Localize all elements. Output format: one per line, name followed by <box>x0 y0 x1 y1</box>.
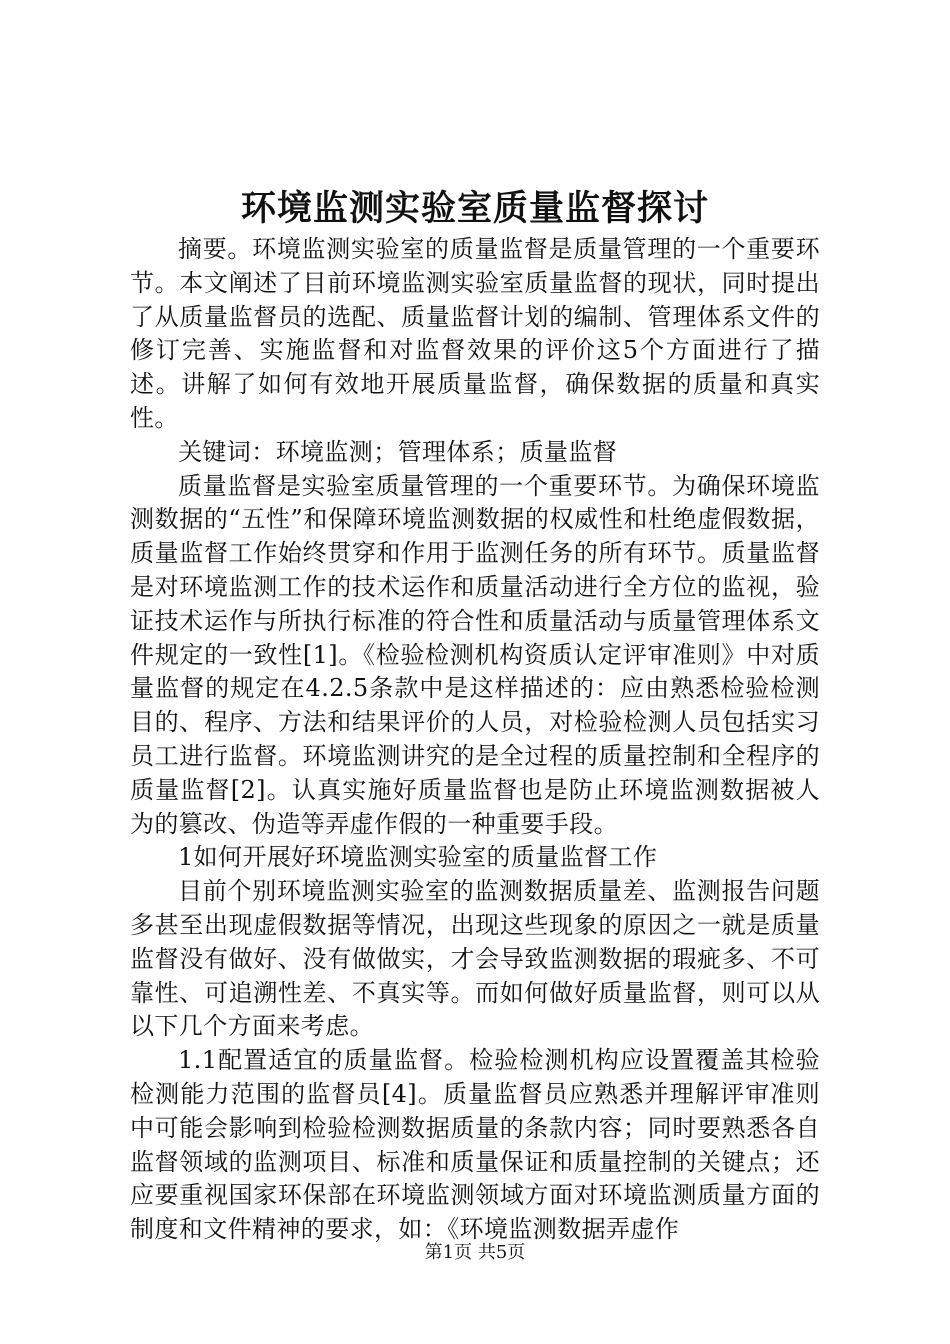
body-paragraph: 质量监督是实验室质量管理的一个重要环节。为确保环境监测数据的“五性”和保障环境监测数据的权威性和杜绝虚假数据，质量监督工作始终贯穿和作用于监测任务的所有环节。质量监督是对环境监测工作的技术运作和质量活动进行全方位的监视，验证技术运作与所执行标准的符合性和质量活动与质量管理体系文件规定的一致性[1]。《检验检测机构资质认定评审准则》中对质量监督的规定在4.2.5条款中是这样描述的：应由熟悉检验检测目的、程序、方法和结果评价的人员，对检验检测人员包括实习员工进行监督。环境监测讲究的是全过程的质量控制和全程序的质量监督[2]。认真实施好质量监督也是防止环境监测数据被人为的篡改、伪造等弄虚作假的一种重要手段。 <box>130 471 820 838</box>
body-paragraph: 1.1配置适宜的质量监督。检验检测机构应设置覆盖其检验检测能力范围的监督员[4]。质量监督员应熟悉并理解评审准则中可能会影响到检验检测数据质量的条款内容；同时要熟悉各自监督领域的监测项目、标准和质量保证和质量控制的关键点；还应要重视国家环保部在环境监测领域方面对环境监测质量方面的制度和文件精神的要求，如：《环境监测数据弄虚作 <box>130 1046 820 1244</box>
section-heading: 1如何开展好环境监测实验室的质量监督工作 <box>178 843 658 872</box>
document-title: 环境监测实验室质量监督探讨 <box>240 188 709 229</box>
document-body <box>130 233 820 1247</box>
body-paragraph: 目前个别环境监测实验室的监测数据质量差、监测报告问题多甚至出现虚假数据等情况，出现这些现象的原因之一就是质量监督没有做好、没有做做实，才会导致监测数据的瑕疵多、不可靠性、可追溯性差、不真实等。而如何做好质量监督，则可以从以下几个方面来考虑。 <box>130 877 820 1041</box>
keywords-line: 关键词：环境监测；管理体系；质量监督 <box>178 437 618 466</box>
page-footer: 第1页 共5页 <box>424 1242 526 1263</box>
abstract-paragraph: 摘要。环境监测实验室的质量监督是质量管理的一个重要环节。本文阐述了目前环境监测实验室质量监督的现状，同时提出了从质量监督员的选配、质量监督计划的编制、管理体系文件的修订完善、实施监督和对监督效果的评价这5个方面进行了描述。讲解了如何有效地开展质量监督，确保数据的质量和真实性。 <box>130 235 820 432</box>
